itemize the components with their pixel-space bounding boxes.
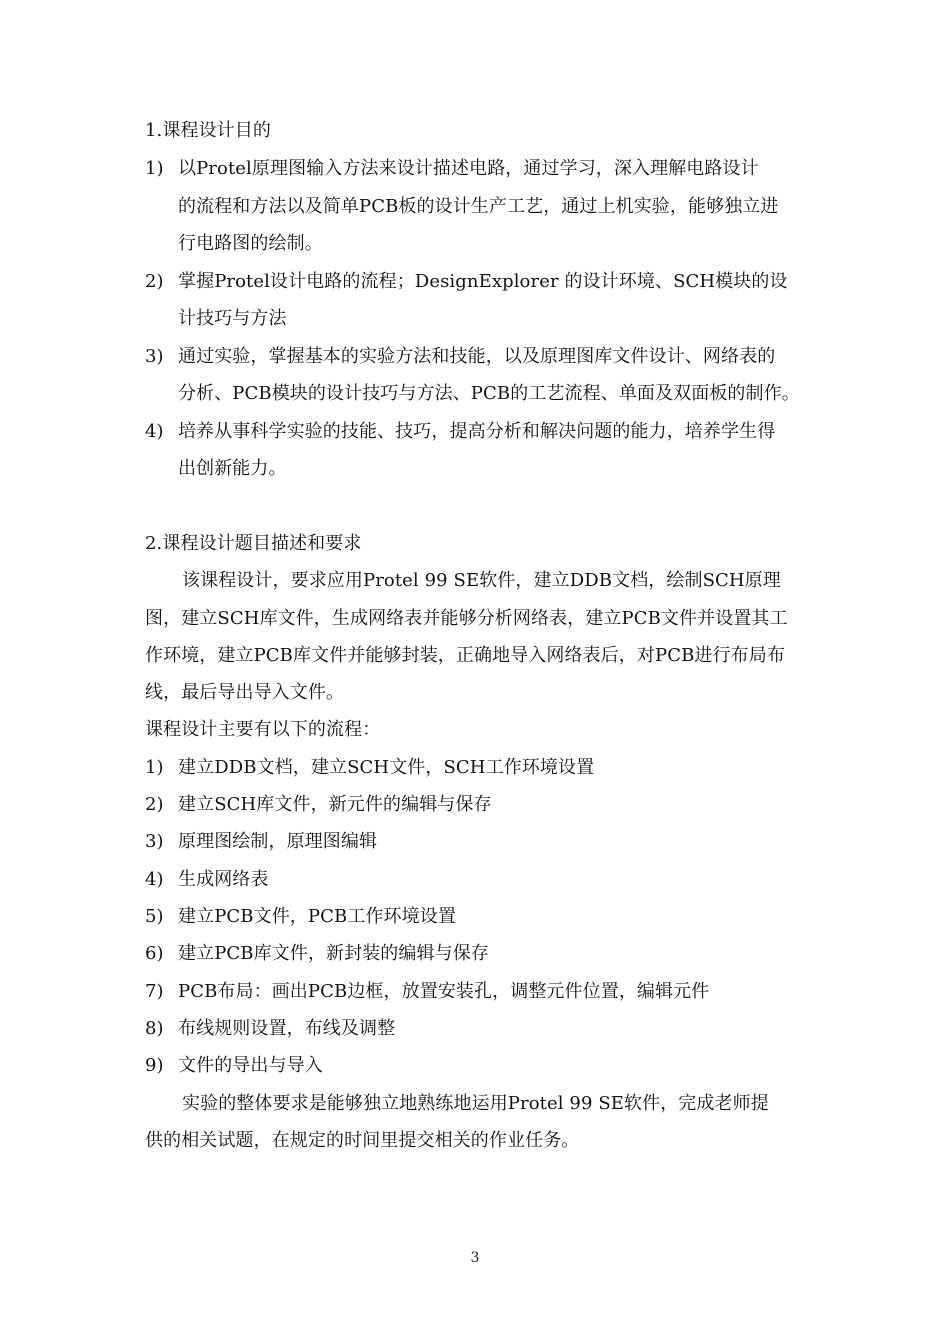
- list-number: 3): [145, 346, 164, 367]
- list-text-continuation: 行电路图的绘制。: [178, 233, 323, 254]
- list-number: 7): [145, 981, 164, 1002]
- paragraph-line: 该课程设计，要求应用Protel 99 SE软件，建立DDB文档，绘制SCH原理: [182, 570, 781, 591]
- list-item: [145, 757, 825, 779]
- list-number: 9): [145, 1055, 164, 1076]
- paragraph-line: 图，建立SCH库文件，生成网络表并能够分析网络表，建立PCB文件并设置其工: [145, 608, 788, 629]
- list-number: 4): [145, 421, 164, 442]
- list-item: [145, 1055, 825, 1077]
- list-text-continuation: 分析、PCB模块的设计技巧与方法、PCB的工艺流程、单面及双面板的制作。: [178, 383, 800, 404]
- flow-intro: 课程设计主要有以下的流程：: [145, 719, 381, 740]
- list-text: PCB布局：画出PCB边框，放置安装孔，调整元件位置，编辑元件: [178, 981, 710, 1002]
- list-item: [145, 421, 825, 443]
- page-number: 3: [470, 1250, 480, 1266]
- list-item: [145, 1018, 825, 1040]
- list-text: 以Protel原理图输入方法来设计描述电路，通过学习，深入理解电路设计: [178, 158, 759, 179]
- section-heading: 1.课程设计目的: [145, 120, 271, 141]
- list-item: [145, 271, 825, 293]
- list-item: [145, 906, 825, 928]
- list-item: [145, 794, 825, 816]
- list-item: [145, 158, 825, 180]
- section-heading: 2.课程设计题目描述和要求: [145, 533, 362, 554]
- list-item: [145, 831, 825, 853]
- list-number: 8): [145, 1018, 164, 1039]
- list-number: 1): [145, 158, 164, 179]
- list-number: 2): [145, 271, 164, 292]
- list-text: 文件的导出与导入: [178, 1055, 323, 1076]
- list-text: 生成网络表: [178, 869, 269, 890]
- paragraph-line: 线，最后导出导入文件。: [145, 682, 345, 703]
- list-text: 通过实验，掌握基本的实验方法和技能，以及原理图库文件设计、网络表的: [178, 346, 776, 367]
- list-text-continuation: 的流程和方法以及简单PCB板的设计生产工艺，通过上机实验，能够独立进: [178, 196, 779, 217]
- list-number: 6): [145, 943, 164, 964]
- list-number: 4): [145, 869, 164, 890]
- paragraph-line: 作环境，建立PCB库文件并能够封装，正确地导入网络表后，对PCB进行布局布: [145, 645, 785, 666]
- list-text-continuation: 出创新能力。: [178, 458, 287, 479]
- list-text: 原理图绘制，原理图编辑: [178, 831, 378, 852]
- list-number: 1): [145, 757, 164, 778]
- paragraph-line: 实验的整体要求是能够独立地熟练地运用Protel 99 SE软件，完成老师提: [182, 1093, 769, 1114]
- list-text: 建立SCH库文件，新元件的编辑与保存: [178, 794, 492, 815]
- list-item: [145, 943, 825, 965]
- list-text: 布线规则设置，布线及调整: [178, 1018, 396, 1039]
- list-item: [145, 981, 825, 1003]
- list-item: [145, 346, 825, 368]
- list-number: 2): [145, 794, 164, 815]
- list-text: 建立DDB文档，建立SCH文件，SCH工作环境设置: [178, 757, 595, 778]
- list-text: 建立PCB文件，PCB工作环境设置: [178, 906, 456, 927]
- list-text: 培养从事科学实验的技能、技巧，提高分析和解决问题的能力，培养学生得: [178, 421, 776, 442]
- list-text: 建立PCB库文件，新封装的编辑与保存: [178, 943, 489, 964]
- list-number: 3): [145, 831, 164, 852]
- paragraph-line: 供的相关试题，在规定的时间里提交相关的作业任务。: [145, 1130, 580, 1151]
- list-number: 5): [145, 906, 164, 927]
- list-text: 掌握Protel设计电路的流程；DesignExplorer 的设计环境、SCH模块的设: [178, 271, 788, 292]
- list-text-continuation: 计技巧与方法: [178, 308, 287, 329]
- list-item: [145, 869, 825, 891]
